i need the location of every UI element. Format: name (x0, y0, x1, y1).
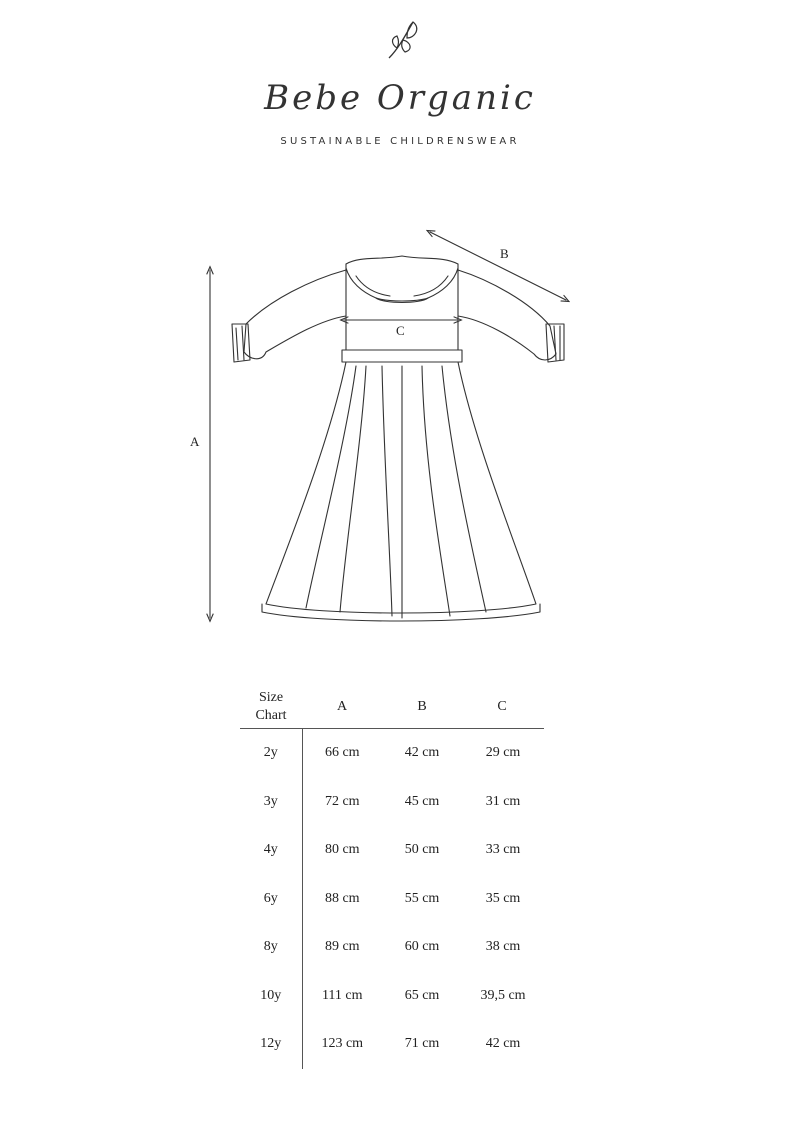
size-cell: 10y (240, 972, 302, 1021)
value-a-cell: 89 cm (324, 939, 360, 955)
size-cell: 12y (240, 1020, 302, 1069)
size-chart-table (240, 686, 544, 1069)
dress-illustration (170, 220, 590, 640)
table-row (240, 826, 544, 875)
size-cell: 6y (240, 875, 302, 924)
column-header-b: B (417, 699, 427, 714)
value-c-cell: 39,5 cm (480, 987, 526, 1003)
value-b-cell: 50 cm (404, 842, 440, 858)
value-b-cell: 42 cm (404, 745, 440, 761)
value-a-cell: 111 cm (321, 987, 363, 1003)
value-c-cell: 29 cm (485, 745, 521, 761)
table-row (240, 972, 544, 1021)
size-cell: 8y (240, 923, 302, 972)
value-c-cell: 38 cm (485, 939, 521, 955)
value-b-cell: 55 cm (404, 890, 440, 906)
brand-tagline: SUSTAINABLE CHILDRENSWEAR (280, 136, 520, 147)
size-cell: 4y (240, 826, 302, 875)
table-row (240, 875, 544, 924)
dimension-b-arrow (430, 232, 566, 300)
dimension-c-label: C (396, 323, 405, 338)
value-c-cell: 31 cm (485, 793, 521, 809)
dimension-b-label: B (500, 246, 509, 261)
value-a-cell: 123 cm (321, 1036, 364, 1052)
corner-label-line1: Size (258, 690, 284, 705)
value-c-cell: 35 cm (485, 890, 521, 906)
table-row (240, 729, 544, 778)
table-row (240, 778, 544, 827)
value-b-cell: 60 cm (404, 939, 440, 955)
column-header-c: C (497, 699, 507, 714)
value-b-cell: 65 cm (404, 987, 440, 1003)
column-header-a: A (336, 699, 348, 714)
table-row (240, 923, 544, 972)
value-a-cell: 72 cm (324, 793, 360, 809)
value-c-cell: 42 cm (485, 1036, 521, 1052)
dimension-a-label: A (190, 434, 200, 449)
leaf-sprig-icon (383, 18, 423, 63)
size-chart-header-row (240, 686, 544, 729)
value-c-cell: 33 cm (485, 842, 521, 858)
value-b-cell: 45 cm (404, 793, 440, 809)
size-chart-corner-label (240, 686, 302, 729)
table-row (240, 1020, 544, 1069)
value-a-cell: 66 cm (324, 745, 360, 761)
value-a-cell: 88 cm (324, 890, 360, 906)
value-a-cell: 80 cm (324, 842, 360, 858)
size-cell: 2y (240, 729, 302, 778)
value-b-cell: 71 cm (404, 1036, 440, 1052)
corner-label-line2: Chart (255, 708, 287, 723)
size-cell: 3y (240, 778, 302, 827)
brand-name: Bebe Organic (264, 78, 536, 118)
